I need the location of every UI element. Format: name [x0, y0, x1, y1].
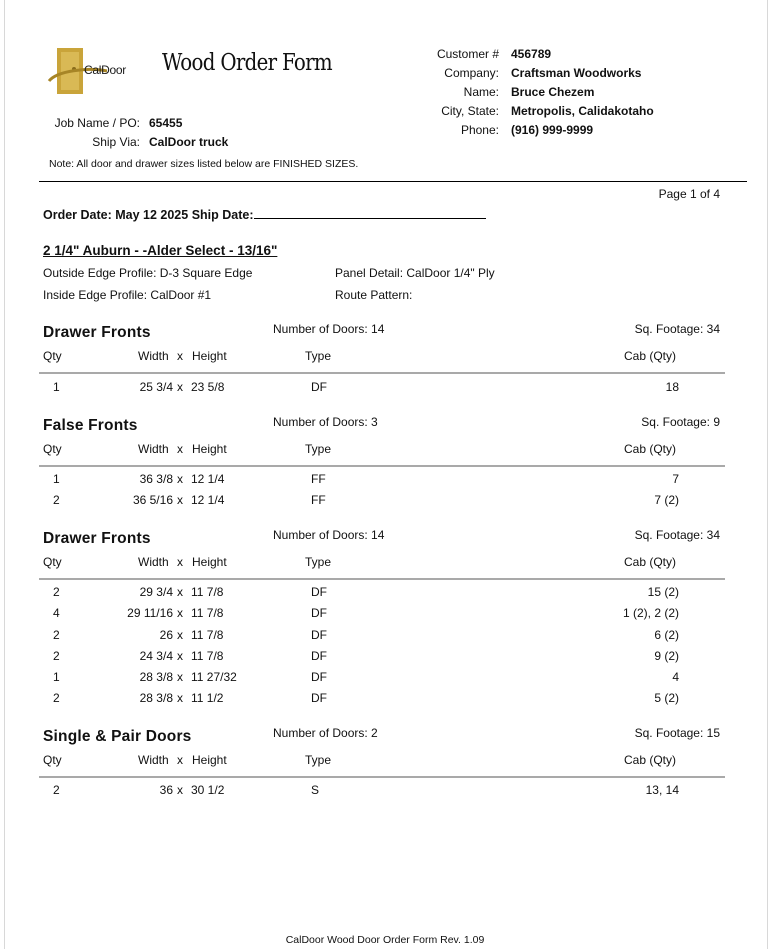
- column-header-width: Width: [138, 555, 169, 569]
- row-x: x: [177, 380, 183, 394]
- section-title: Drawer Fronts: [43, 530, 151, 547]
- column-header-cab: Cab (Qty): [624, 555, 677, 569]
- row-cab: 7 (2): [654, 493, 679, 507]
- row-width: 28 3/8: [139, 691, 173, 705]
- column-header-height: Height: [192, 349, 227, 363]
- name-value: Bruce Chezem: [511, 85, 595, 99]
- row-height: 11 27/32: [191, 670, 237, 684]
- row-height: 11 1/2: [191, 691, 224, 705]
- company-label: Company:: [444, 66, 499, 80]
- phone-value: (916) 999-9999: [511, 123, 594, 137]
- row-type: DF: [311, 649, 327, 663]
- row-x: x: [177, 606, 183, 620]
- column-header-width: Width: [138, 349, 169, 363]
- ship-via-value: CalDoor truck: [149, 135, 229, 149]
- city-state-label: City, State:: [441, 104, 499, 118]
- city-state-value: Metropolis, Calidakotaho: [511, 104, 654, 118]
- row-cab: 13, 14: [645, 783, 679, 797]
- row-x: x: [177, 585, 183, 599]
- customer-number-value: 456789: [511, 47, 552, 61]
- row-qty: 2: [53, 493, 60, 507]
- row-type: DF: [311, 691, 327, 705]
- row-type: DF: [311, 670, 327, 684]
- customer-number-label: Customer #: [436, 47, 499, 61]
- row-width: 29 11/16: [127, 606, 173, 620]
- panel-detail: Panel Detail: CalDoor 1/4" Ply: [335, 266, 495, 280]
- row-height: 12 1/4: [191, 493, 225, 507]
- column-header-qty: Qty: [43, 442, 62, 456]
- route-pattern: Route Pattern:: [335, 288, 413, 302]
- job-po-label: Job Name / PO:: [54, 116, 140, 130]
- column-header-type: Type: [305, 753, 332, 767]
- column-header-x: x: [177, 442, 183, 456]
- row-type: DF: [311, 628, 327, 642]
- ship-via-label: Ship Via:: [92, 135, 140, 149]
- row-cab: 6 (2): [654, 628, 679, 642]
- section-divider: [39, 578, 725, 580]
- column-header-x: x: [177, 349, 183, 363]
- section-title: Single & Pair Doors: [43, 728, 192, 745]
- row-x: x: [177, 649, 183, 663]
- row-x: x: [177, 670, 183, 684]
- row-cab: 18: [665, 380, 679, 394]
- phone-label: Phone:: [460, 123, 499, 137]
- row-qty: 2: [53, 628, 60, 642]
- section-divider: [39, 465, 725, 467]
- row-cab: 5 (2): [654, 691, 679, 705]
- row-x: x: [177, 493, 183, 507]
- column-header-qty: Qty: [43, 753, 62, 767]
- row-type: S: [311, 783, 320, 797]
- outside-edge-profile: Outside Edge Profile: D-3 Square Edge: [43, 266, 253, 280]
- row-cab: 4: [672, 670, 679, 684]
- row-cab: 1 (2), 2 (2): [622, 606, 679, 620]
- job-po-value: 65455: [149, 116, 183, 130]
- row-x: x: [177, 472, 183, 486]
- column-header-cab: Cab (Qty): [624, 349, 677, 363]
- section-door-count: Number of Doors: 14: [273, 528, 385, 542]
- order-date-line: [43, 206, 486, 222]
- header-divider: [39, 181, 747, 182]
- row-qty: 2: [53, 691, 60, 705]
- row-type: DF: [311, 606, 327, 620]
- finished-sizes-note: Note: All door and drawer sizes listed below are FINISHED SIZES.: [49, 158, 359, 170]
- row-qty: 1: [53, 380, 60, 394]
- row-cab: 9 (2): [654, 649, 679, 663]
- section-door-count: Number of Doors: 2: [273, 726, 378, 740]
- section-divider: [39, 372, 725, 374]
- column-header-qty: Qty: [43, 555, 62, 569]
- row-qty: 2: [53, 649, 60, 663]
- section-title: False Fronts: [43, 417, 138, 434]
- row-qty: 4: [53, 606, 60, 620]
- section-sq-footage: Sq. Footage: 34: [634, 528, 720, 542]
- row-width: 28 3/8: [139, 670, 173, 684]
- column-header-qty: Qty: [43, 349, 62, 363]
- inside-edge-profile: Inside Edge Profile: CalDoor #1: [43, 288, 212, 302]
- row-width: 24 3/4: [139, 649, 173, 663]
- section-sq-footage: Sq. Footage: 9: [641, 415, 720, 429]
- row-width: 36: [159, 783, 173, 797]
- section-title: Drawer Fronts: [43, 324, 151, 341]
- column-header-cab: Cab (Qty): [624, 442, 677, 456]
- logo-wordmark: CalDoor: [84, 63, 126, 77]
- column-header-height: Height: [192, 555, 227, 569]
- row-qty: 1: [53, 670, 60, 684]
- ship-date-blank: [254, 206, 486, 219]
- column-header-cab: Cab (Qty): [624, 753, 677, 767]
- column-header-type: Type: [305, 555, 332, 569]
- row-height: 11 7/8: [191, 649, 224, 663]
- row-width: 36 3/8: [139, 472, 173, 486]
- section-sq-footage: Sq. Footage: 15: [634, 726, 720, 740]
- column-header-x: x: [177, 555, 183, 569]
- page-border-left: [4, 0, 5, 949]
- column-header-x: x: [177, 753, 183, 767]
- row-type: FF: [311, 493, 326, 507]
- row-width: 25 3/4: [139, 380, 173, 394]
- row-width: 26: [159, 628, 173, 642]
- row-height: 11 7/8: [191, 585, 224, 599]
- section-divider: [39, 776, 725, 778]
- row-height: 11 7/8: [191, 628, 224, 642]
- row-qty: 1: [53, 472, 60, 486]
- name-label: Name:: [463, 85, 499, 99]
- page-number: Page 1 of 4: [658, 187, 720, 201]
- order-date-text: Order Date: May 12 2025 Ship Date:: [43, 208, 254, 222]
- column-header-height: Height: [192, 753, 227, 767]
- column-header-width: Width: [138, 442, 169, 456]
- section-door-count: Number of Doors: 3: [273, 415, 378, 429]
- row-type: DF: [311, 380, 327, 394]
- form-footer: CalDoor Wood Door Order Form Rev. 1.09: [285, 934, 485, 946]
- page-border-right: [767, 0, 768, 949]
- section-sq-footage: Sq. Footage: 34: [634, 322, 720, 336]
- row-cab: 15 (2): [647, 585, 679, 599]
- row-height: 11 7/8: [191, 606, 224, 620]
- company-value: Craftsman Woodworks: [511, 66, 642, 80]
- row-x: x: [177, 691, 183, 705]
- row-x: x: [177, 783, 183, 797]
- column-header-type: Type: [305, 442, 332, 456]
- door-spec-title: 2 1/4" Auburn - -Alder Select - 13/16": [43, 243, 278, 258]
- row-cab: 7: [672, 472, 679, 486]
- row-height: 23 5/8: [191, 380, 225, 394]
- row-height: 30 1/2: [191, 783, 225, 797]
- row-qty: 2: [53, 783, 60, 797]
- row-qty: 2: [53, 585, 60, 599]
- column-header-height: Height: [192, 442, 227, 456]
- row-width: 29 3/4: [139, 585, 173, 599]
- row-type: FF: [311, 472, 326, 486]
- section-door-count: Number of Doors: 14: [273, 322, 385, 336]
- row-width: 36 5/16: [132, 493, 173, 507]
- row-x: x: [177, 628, 183, 642]
- column-header-type: Type: [305, 349, 332, 363]
- form-title: Wood Order Form: [162, 50, 332, 76]
- row-type: DF: [311, 585, 327, 599]
- row-height: 12 1/4: [191, 472, 225, 486]
- column-header-width: Width: [138, 753, 169, 767]
